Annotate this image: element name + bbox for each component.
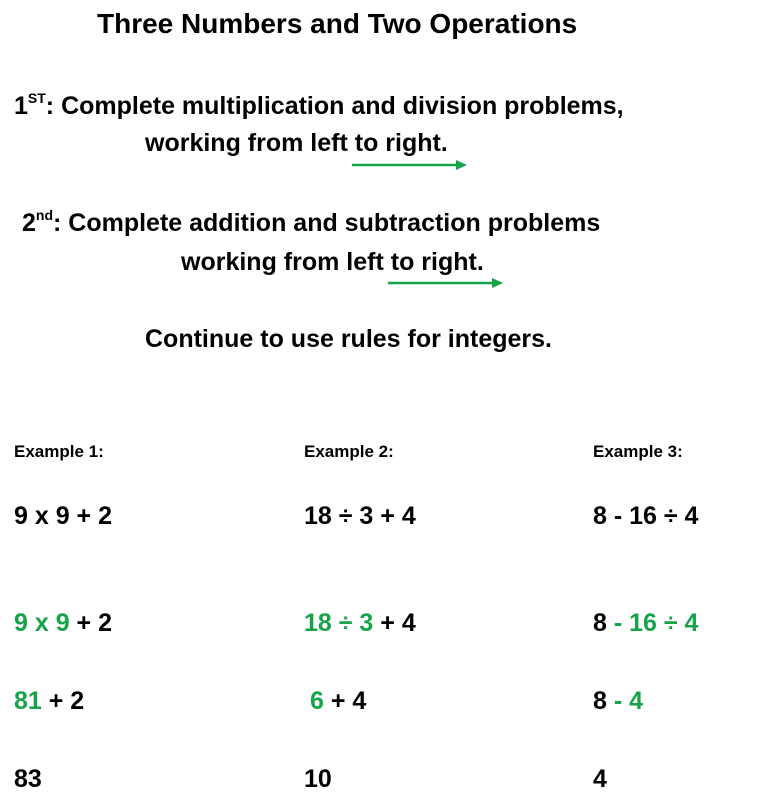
example-2-answer: 10 [304, 765, 332, 793]
example-1-step-2-highlight: 81 [14, 687, 42, 715]
example-3-problem: 8 - 16 ÷ 4 [593, 502, 699, 530]
example-1-step-1-highlight: 9 x 9 [14, 609, 70, 637]
example-1-label: Example 1: [14, 442, 104, 461]
rule-2-direction: left to right [346, 248, 477, 276]
rule-1-number: 1 [14, 92, 28, 120]
example-1-step-1 [14, 609, 112, 638]
page-title: Three Numbers and Two Operations [97, 8, 578, 39]
rule-2-right-arrow-icon [386, 277, 506, 289]
rule-2-number: 2 [22, 209, 36, 237]
rule-1-superscript: ST [27, 90, 46, 106]
rule-1-line-2 [145, 129, 448, 158]
integer-rules-note: Continue to use rules for integers. [145, 325, 552, 353]
example-3-answer: 4 [593, 765, 607, 793]
example-3-step-2 [593, 687, 643, 716]
rule-2-superscript: nd [35, 207, 54, 223]
rule-1-text: : Complete multiplication and division problems, [45, 92, 624, 120]
example-2-step-1-highlight: 18 ÷ 3 [304, 609, 374, 637]
example-1-step-2-rest: + 2 [41, 687, 85, 715]
example-1-step-2 [14, 687, 84, 716]
example-2-step-2-rest: + 4 [323, 687, 367, 715]
example-2-step-1 [304, 609, 416, 638]
rule-1-line-2-suffix: . [440, 129, 448, 157]
rule-1-line-1 [14, 92, 624, 121]
example-1-step-1-rest: + 2 [69, 609, 113, 637]
rule-1-direction: left to right [310, 129, 441, 157]
example-2-step-2 [310, 687, 366, 716]
rule-2-line-1 [22, 209, 600, 238]
example-3-step-1-rest: 8 [593, 609, 614, 637]
example-1-answer: 83 [14, 765, 42, 793]
example-3-step-2-rest: 8 [593, 687, 614, 715]
rule-2-line-2-suffix: . [476, 248, 484, 276]
rule-2-line-2-prefix: working from [181, 248, 347, 276]
example-3-step-2-highlight: - 4 [613, 687, 644, 715]
example-3-step-1 [593, 609, 698, 638]
example-2-label: Example 2: [304, 442, 394, 461]
example-3-label: Example 3: [593, 442, 683, 461]
example-2-step-1-rest: + 4 [373, 609, 416, 637]
rule-1-right-arrow-icon [350, 159, 470, 171]
example-3-step-1-highlight: - 16 ÷ 4 [613, 609, 699, 637]
rule-1-line-2-prefix: working from [145, 129, 311, 157]
example-2-problem: 18 ÷ 3 + 4 [304, 502, 416, 530]
rule-2-text: : Complete addition and subtraction problems [53, 209, 601, 237]
example-1-problem: 9 x 9 + 2 [14, 502, 112, 530]
rule-2-line-2 [181, 248, 484, 277]
example-2-step-2-highlight: 6 [310, 687, 324, 715]
